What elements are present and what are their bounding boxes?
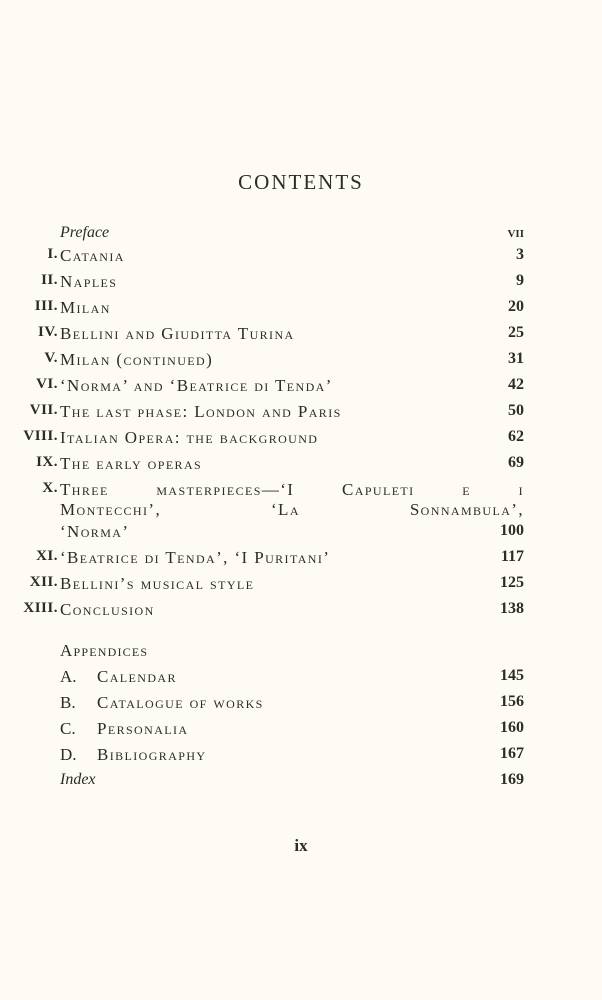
- toc-word: e: [462, 480, 471, 499]
- appendices-heading: Appendices: [60, 641, 149, 660]
- toc-entry-chapter: [0, 298, 602, 324]
- toc-word: Three: [60, 480, 109, 499]
- toc-label: Catania: [60, 246, 125, 265]
- toc-label: ‘Norma’: [60, 522, 130, 541]
- chapter-number: XIII.: [23, 600, 58, 616]
- toc-entry-index: [0, 771, 602, 797]
- appendices-heading-row: [0, 641, 602, 667]
- toc-label: The early operas: [60, 454, 203, 473]
- toc-page: 3: [516, 246, 524, 263]
- chapter-number: IX.: [36, 454, 58, 470]
- appendix-letter: C.: [60, 719, 76, 738]
- toc-page: vii: [507, 224, 524, 241]
- toc-word: Capuleti: [342, 480, 415, 499]
- toc-label: The last phase: London and Paris: [60, 402, 342, 421]
- page-folio: ix: [294, 836, 308, 855]
- toc-word: Sonnambula’,: [409, 500, 524, 519]
- toc-page: 50: [508, 402, 524, 419]
- toc-page: 156: [500, 693, 524, 710]
- toc-word: i: [518, 480, 524, 499]
- toc-entry-chapter: [0, 600, 602, 626]
- chapter-number: XI.: [36, 548, 58, 564]
- toc-label: Index: [60, 771, 96, 788]
- toc-entry-chapter-continued: [0, 522, 602, 548]
- chapter-number: X.: [42, 480, 58, 496]
- toc-entry-chapter: [0, 246, 602, 272]
- toc-label: Conclusion: [60, 600, 155, 619]
- toc-label: Bibliography: [97, 745, 207, 764]
- toc-entry-chapter: [0, 454, 602, 480]
- toc-page: 145: [500, 667, 524, 684]
- chapter-number: XII.: [29, 574, 58, 590]
- toc-label: Calendar: [97, 667, 177, 686]
- toc-page: 20: [508, 298, 524, 315]
- toc-label: Italian Opera: the background: [60, 428, 319, 447]
- page-title: CONTENTS: [238, 170, 364, 194]
- toc-entry-chapter: [0, 376, 602, 402]
- toc-entry-appendix: [0, 693, 602, 719]
- toc-page: 117: [500, 548, 524, 565]
- chapter-number: III.: [34, 298, 58, 314]
- toc-page: 62: [508, 428, 524, 445]
- toc-entry-chapter: [0, 402, 602, 428]
- toc-entry-chapter: [0, 428, 602, 454]
- appendix-letter: A.: [60, 667, 77, 686]
- appendix-letter: B.: [60, 693, 76, 712]
- toc-entry-chapter: [0, 548, 602, 574]
- toc-page: 138: [500, 600, 524, 617]
- toc-entry-chapter: [0, 272, 602, 298]
- chapter-number: VII.: [29, 402, 58, 418]
- toc-page: 125: [500, 574, 524, 591]
- toc-entry-appendix: [0, 667, 602, 693]
- toc-entry-appendix: [0, 719, 602, 745]
- toc-word: Montecchi’,: [60, 500, 162, 519]
- toc-label: ‘Beatrice di Tenda’, ‘I Puritani’: [60, 548, 331, 567]
- toc-label: Catalogue of works: [97, 693, 264, 712]
- chapter-number: II.: [41, 272, 58, 288]
- toc-page: 42: [508, 376, 524, 393]
- toc-page: 69: [508, 454, 524, 471]
- toc-page: 160: [500, 719, 524, 736]
- toc-page: 169: [500, 771, 524, 788]
- toc-label-line: [60, 500, 524, 520]
- toc-entry-chapter: [0, 350, 602, 376]
- toc-page: 25: [508, 324, 524, 341]
- toc-label: Preface: [60, 224, 110, 241]
- toc-page: 100: [500, 522, 524, 539]
- toc-page: 9: [516, 272, 524, 289]
- chapter-number: IV.: [38, 324, 58, 340]
- toc-word: masterpieces—‘I: [156, 480, 295, 499]
- toc-label: Bellini’s musical style: [60, 574, 255, 593]
- toc-page: 167: [500, 745, 524, 762]
- appendix-letter: D.: [60, 745, 77, 764]
- toc-label: Milan: [60, 298, 111, 317]
- toc-label: Bellini and Giuditta Turina: [60, 324, 295, 343]
- toc-label: ‘Norma’ and ‘Beatrice di Tenda’: [60, 376, 333, 395]
- toc-entry-chapter: [0, 574, 602, 600]
- toc-word: ‘La: [271, 500, 300, 519]
- toc-label-line: [60, 480, 524, 500]
- chapter-number: VI.: [36, 376, 58, 392]
- chapter-number: V.: [44, 350, 58, 366]
- toc-label: Naples: [60, 272, 118, 291]
- toc-entry-chapter: [0, 324, 602, 350]
- toc-label: Milan (continued): [60, 350, 214, 369]
- toc-entry-appendix: [0, 745, 602, 771]
- chapter-number: VIII.: [23, 428, 58, 444]
- toc-page: 31: [508, 350, 524, 367]
- toc-label: Personalia: [97, 719, 189, 738]
- chapter-number: I.: [47, 246, 58, 262]
